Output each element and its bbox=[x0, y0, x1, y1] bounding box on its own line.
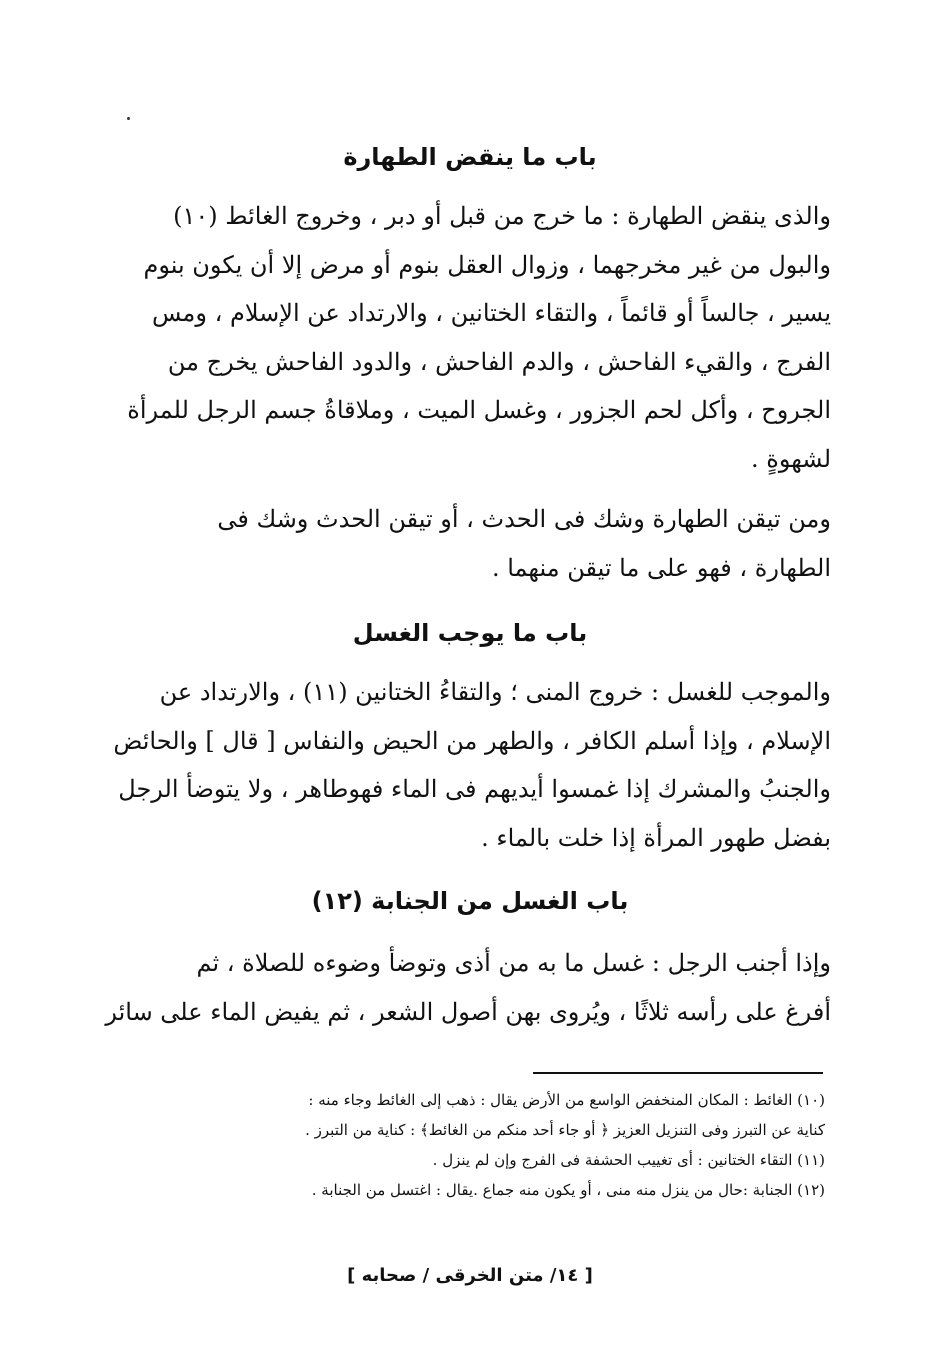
footnote-line: (١٢) الجنابة :حال من ينزل منه منى ، أو يكون منه جماع .يقال : اغتسل من الجنابة . bbox=[311, 1181, 825, 1199]
section-heading-ghusl-obligations: باب ما يوجب الغسل bbox=[352, 619, 588, 647]
text-line: الطهارة ، فهو على ما تيقن منهما . bbox=[491, 553, 831, 582]
page-footer: [ ١٤/ متن الخرقى / صحابه ] bbox=[347, 1265, 593, 1286]
section-heading-janabah: باب الغسل من الجنابة (١٢) bbox=[311, 887, 629, 915]
text-line: يسير ، جالساً أو قائماً ، والتقاء الختانين ، والارتداد عن الإسلام ، ومس bbox=[151, 299, 831, 328]
paragraph-certainty-doubt bbox=[121, 495, 831, 592]
footnote-line: (١٠) الغائط : المكان المنخفض الواسع من الأرض يقال : ذهب إلى الغائط وجاء منه : bbox=[308, 1091, 825, 1109]
footnote-line: (١١) التقاء الختانين : أى تغييب الحشفة فى الفرج وإن لم ينزل . bbox=[432, 1151, 825, 1169]
text-line: بفضل طهور المرأة إذا خلت بالماء . bbox=[481, 823, 831, 852]
section-heading-tahara-nullifiers: باب ما ينقض الطهارة bbox=[343, 143, 597, 171]
text-line: ومن تيقن الطهارة وشك فى الحدث ، أو تيقن الحدث وشك فى bbox=[217, 505, 831, 533]
text-line: الإسلام ، وإذا أسلم الكافر ، والطهر من الحيض والنفاس [ قال ] والحائض bbox=[113, 726, 831, 755]
text-line: والذى ينقض الطهارة : ما خرج من قبل أو دبر ، وخروج الغائط (١٠) bbox=[173, 202, 831, 230]
text-line: وإذا أجنب الرجل : غسل ما به من أذى وتوضأ وضوءه للصلاة ، ثم bbox=[196, 949, 831, 977]
paragraph-tahara-nullifiers bbox=[121, 192, 831, 484]
text-line: والموجب للغسل : خروج المنى ؛ والتقاءُ الختانين (١١) ، والارتداد عن bbox=[159, 678, 831, 706]
text-line: أفرغ على رأسه ثلاثًا ، ويُروى بهن أصول الشعر ، ثم يفيض الماء على سائر bbox=[105, 997, 831, 1026]
footnotes bbox=[125, 1085, 825, 1205]
text-line: والجنبُ والمشرك إذا غمسوا أيديهم فى الماء فهوطاهر ، ولا يتوضأ الرجل bbox=[118, 775, 831, 804]
footnote-line: كناية عن التبرز وفى التنزيل العزيز ﴿ أو جاء أحد منكم من الغائط﴾ : كناية من التبرز . bbox=[305, 1121, 825, 1139]
paragraph-ghusl-obligations bbox=[113, 668, 831, 862]
footnote-separator bbox=[533, 1072, 823, 1074]
scan-speck bbox=[127, 117, 130, 120]
paragraph-janabah bbox=[105, 939, 831, 1036]
text-line: لشهوةٍ . bbox=[750, 444, 831, 473]
text-line: الفرج ، والقيء الفاحش ، والدم الفاحش ، والدود الفاحش يخرج من bbox=[167, 347, 831, 376]
text-line: الجروح ، وأكل لحم الجزور ، وغسل الميت ، وملاقاةُ جسم الرجل للمرأة bbox=[127, 396, 831, 425]
text-line: والبول من غير مخرجهما ، وزوال العقل بنوم أو مرض إلا أن يكون بنوم bbox=[143, 250, 831, 279]
